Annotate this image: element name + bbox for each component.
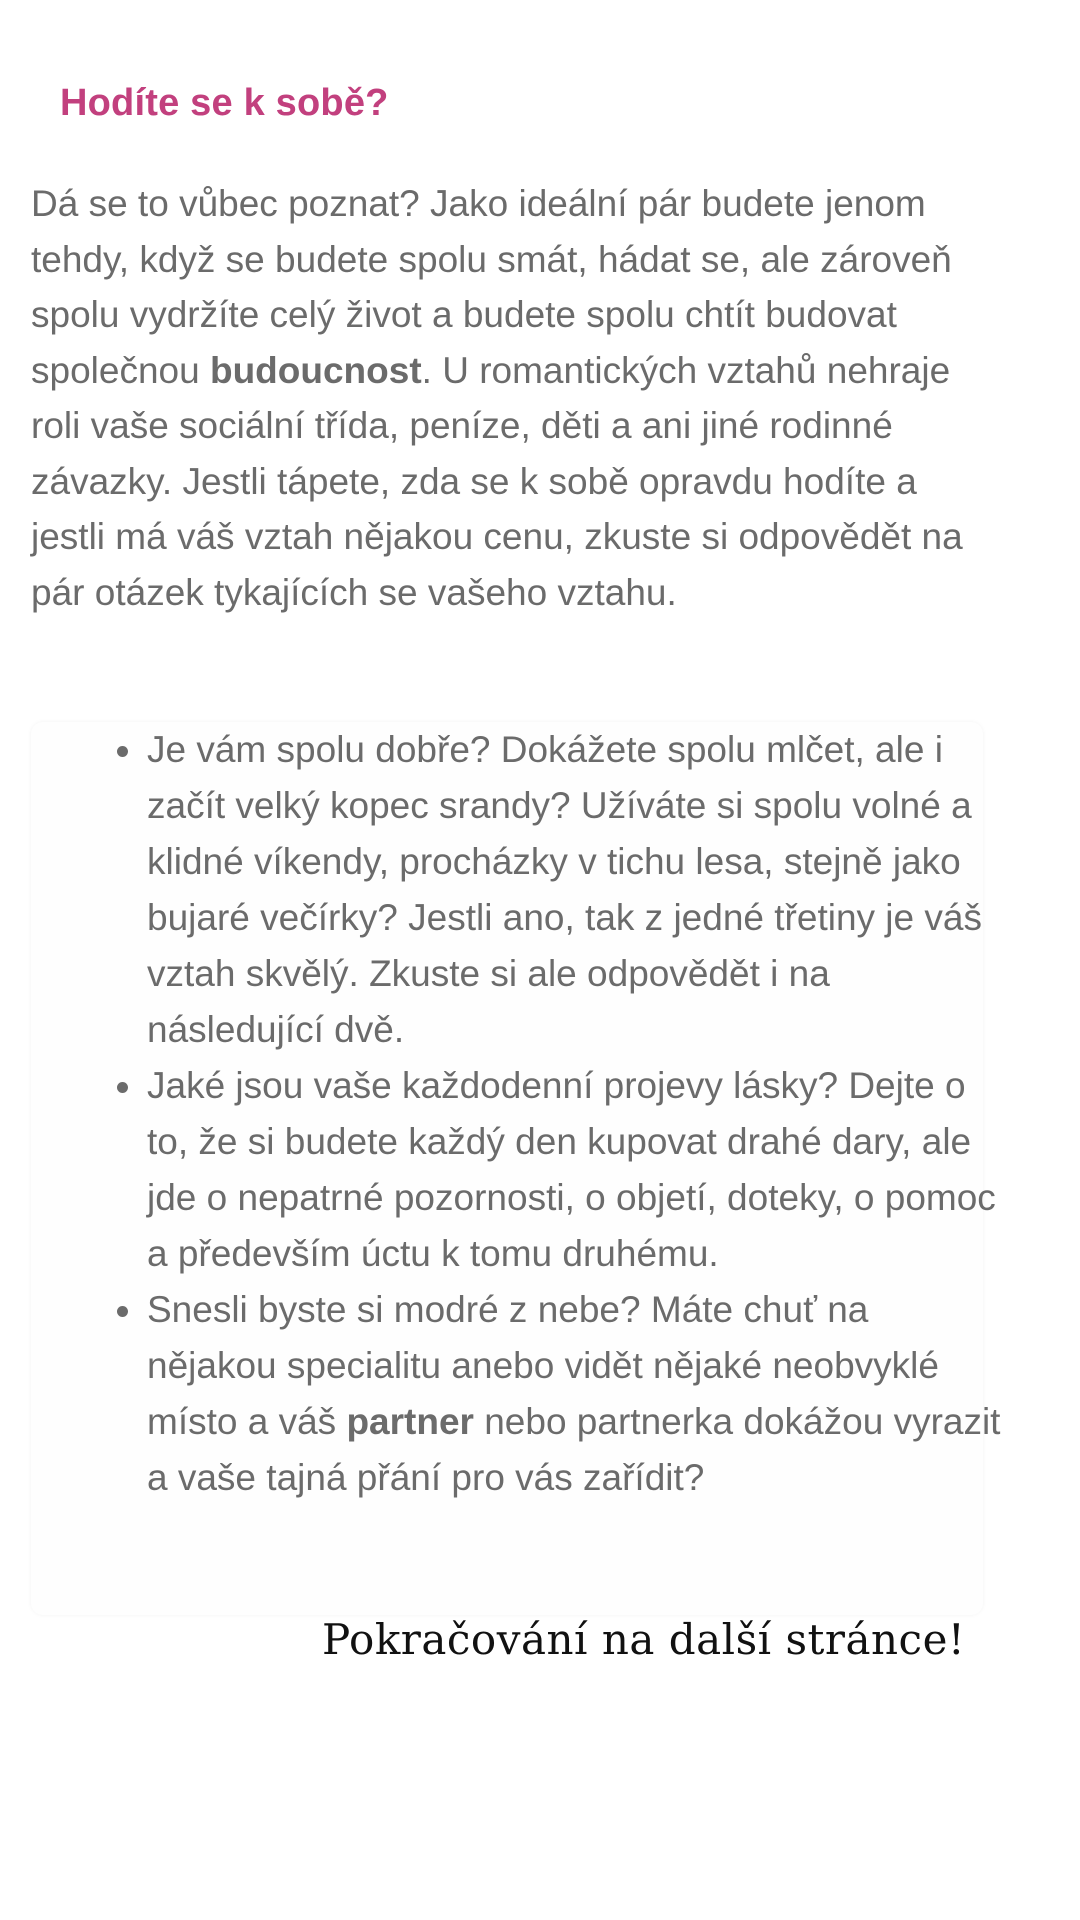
intro-paragraph bbox=[31, 176, 991, 620]
article-heading: Hodíte se k sobě? bbox=[60, 82, 389, 124]
bullet-icon bbox=[117, 1306, 128, 1317]
partner-keyword-link[interactable]: partner bbox=[346, 1401, 474, 1442]
list-item bbox=[31, 1058, 1001, 1282]
questions-list bbox=[31, 722, 1001, 1506]
bullet-icon bbox=[117, 746, 128, 757]
list-item-text-part2: nebo partnerka dokážou vyrazit a vaše tajná přání pro vás zařídit? bbox=[147, 1401, 1001, 1498]
intro-text-part1: Dá se to vůbec poznat? Jako ideální pár budete jenom tehdy, když se budete spolu smát, hádat se, ale zároveň spolu vydržíte celý život a budete spolu chtít budovat společnou bbox=[31, 183, 952, 391]
list-item bbox=[31, 1282, 1001, 1506]
intro-keyword-link[interactable]: budoucnost bbox=[209, 349, 422, 391]
list-item-text: Je vám spolu dobře? Dokážete spolu mlčet, ale i začít velký kopec srandy? Užíváte si spolu volné a klidné víkendy, procházky v tichu lesa, stejně jako bujaré večírky? Jestli ano, tak z jedné třetiny je váš vztah skvělý. Zkuste si ale odpovědět i na následující dvě. bbox=[147, 729, 982, 1050]
list-item-text-part1: Snesli byste si modré z nebe? Máte chuť na nějakou specialitu anebo vidět nějaké neobvyklé místo a váš bbox=[147, 1289, 939, 1442]
list-item bbox=[31, 722, 1001, 1058]
continued-next-page-note: Pokračování na další stránce! bbox=[322, 1615, 966, 1664]
bullet-icon bbox=[117, 1082, 128, 1093]
questions-list-box bbox=[31, 722, 1001, 1615]
list-item-text: Jaké jsou vaše každodenní projevy lásky? Dejte o to, že si budete každý den kupovat drahé dary, ale jde o nepatrné pozornosti, o objetí, doteky, o pomoc a především úctu k tomu druhému. bbox=[147, 1065, 996, 1274]
intro-text-part2: . U romantických vztahů nehraje roli vaše sociální třída, peníze, děti a ani jiné rodinné závazky. Jestli tápete, zda se k sobě opravdu hodíte a jestli má váš vztah nějakou cenu, zkuste si odpovědět na pár otázek tykajících se vašeho vztahu. bbox=[31, 349, 963, 613]
